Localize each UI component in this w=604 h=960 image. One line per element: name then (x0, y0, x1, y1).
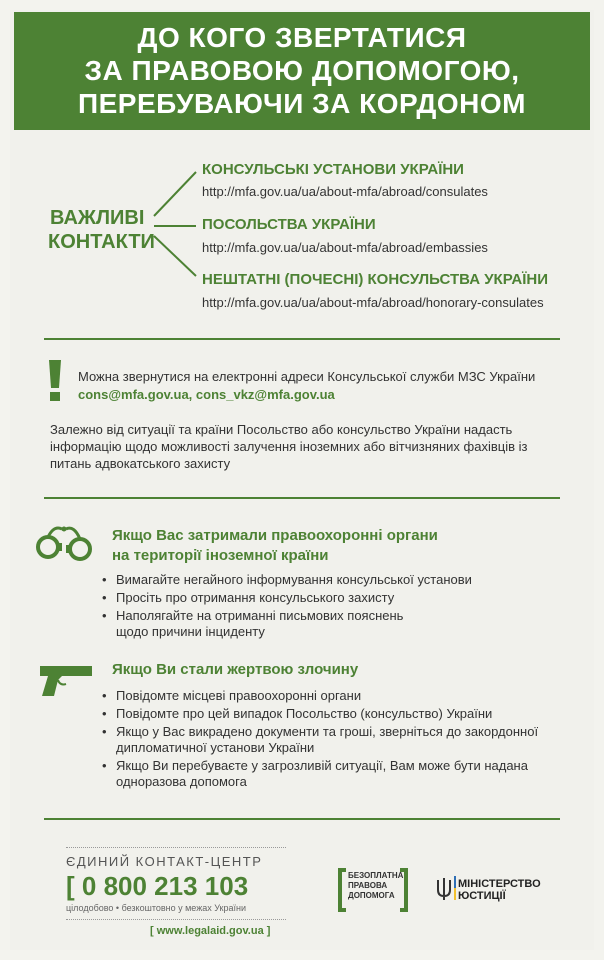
pistol-icon (38, 662, 94, 698)
notice-paragraph: Залежно від ситуації та країни Посольство або консульство України надасть інформацію щодо можливості залучення іноземних або вітчизняних фахівців із питань адвокатського захисту (50, 422, 528, 471)
legal-aid-line-3: ДОПОМОГА (348, 891, 395, 900)
legal-aid-line-2: ПРАВОВА (348, 881, 388, 890)
list-item: • Вимагайте негайного інформування консульської установи (100, 572, 570, 588)
detained-list (100, 572, 570, 642)
ministry-line-2: ЮСТИЦІЇ (458, 890, 506, 902)
ministry-of-justice-logo-text (458, 878, 541, 902)
contacts-connector-lines (150, 168, 202, 278)
dotted-separator-top (66, 847, 286, 848)
legalaid-website-link[interactable]: [ www.legalaid.gov.ua ] (150, 925, 271, 937)
important-contacts-label-line-2: КОНТАКТИ (48, 231, 155, 253)
ministry-line-1: МІНІСТЕРСТВО (458, 878, 541, 890)
contact-title-consulates: КОНСУЛЬСЬКІ УСТАНОВИ УКРАЇНИ (202, 161, 464, 178)
divider-3 (44, 818, 560, 820)
contact-link-consulates[interactable]: http://mfa.gov.ua/ua/about-mfa/abroad/consulates (202, 184, 488, 199)
list-item: • Якщо Ви перебуваєте у загрозливій ситуації, Вам може бути надана одноразова допомога (100, 758, 556, 790)
divider-2 (44, 497, 560, 499)
contact-title-embassies: ПОСОЛЬСТВА УКРАЇНИ (202, 216, 376, 233)
handcuffs-icon (34, 521, 94, 563)
list-item: • Просіть про отримання консульського захисту (100, 590, 570, 606)
page-background (10, 10, 594, 950)
header-banner (14, 12, 590, 130)
list-item: • Повідомте про цей випадок Посольство (консульство) України (100, 706, 570, 722)
list-item: • Наполягайте на отриманні письмових пояснень щодо причини інциденту (100, 608, 406, 640)
contact-center-note: цілодобово • безкоштовно у межах України (66, 903, 246, 913)
important-contacts-label (48, 206, 155, 254)
trident-icon (434, 876, 454, 902)
contact-title-honorary: НЕШТАТНІ (ПОЧЕСНІ) КОНСУЛЬСТВА УКРАЇНИ (202, 271, 548, 288)
contact-center-title: ЄДИНИЙ КОНТАКТ-ЦЕНТР (66, 854, 263, 869)
victim-title: Якщо Ви стали жертвою злочину (112, 661, 359, 678)
ministry-flag-bar-icon (454, 876, 456, 900)
contact-link-embassies[interactable]: http://mfa.gov.ua/ua/about-mfa/abroad/embassies (202, 240, 488, 255)
list-item: • Повідомте місцеві правоохоронні органи (100, 688, 570, 704)
header-title-line-2: ЗА ПРАВОВОЮ ДОПОМОГОЮ, (84, 55, 520, 86)
header-title-line-1: ДО КОГО ЗВЕРТАТИСЯ (137, 22, 467, 53)
detained-title (112, 526, 438, 566)
detained-title-line-1: Якщо Вас затримали правоохоронні органи (112, 527, 438, 544)
list-item: • Якщо у Вас викрадено документи та гроші, зверніться до закордонної дипломатичної установи України (100, 724, 556, 756)
legal-aid-line-1: БЕЗОПЛАТНА (348, 871, 404, 880)
contact-center-phone[interactable]: [ 0 800 213 103 (66, 871, 249, 901)
important-contacts-label-line-1: ВАЖЛИВІ (50, 207, 145, 229)
contact-link-honorary[interactable]: http://mfa.gov.ua/ua/about-mfa/abroad/honorary-consulates (202, 295, 544, 310)
victim-list (100, 688, 570, 792)
divider-1 (44, 338, 560, 340)
notice-text: Можна звернутися на електронні адреси Консульської служби МЗС України (78, 369, 536, 384)
contact-center (66, 847, 290, 920)
header-title-line-3: ПЕРЕБУВАЮЧИ ЗА КОРДОНОМ (77, 88, 526, 119)
dotted-separator-bottom (66, 919, 286, 920)
notice-emails[interactable]: cons@mfa.gov.ua, cons_vkz@mfa.gov.ua (78, 387, 335, 402)
legal-aid-logo-text (348, 871, 403, 901)
exclamation-icon (48, 360, 62, 402)
detained-title-line-2: на території іноземної країни (112, 547, 329, 564)
